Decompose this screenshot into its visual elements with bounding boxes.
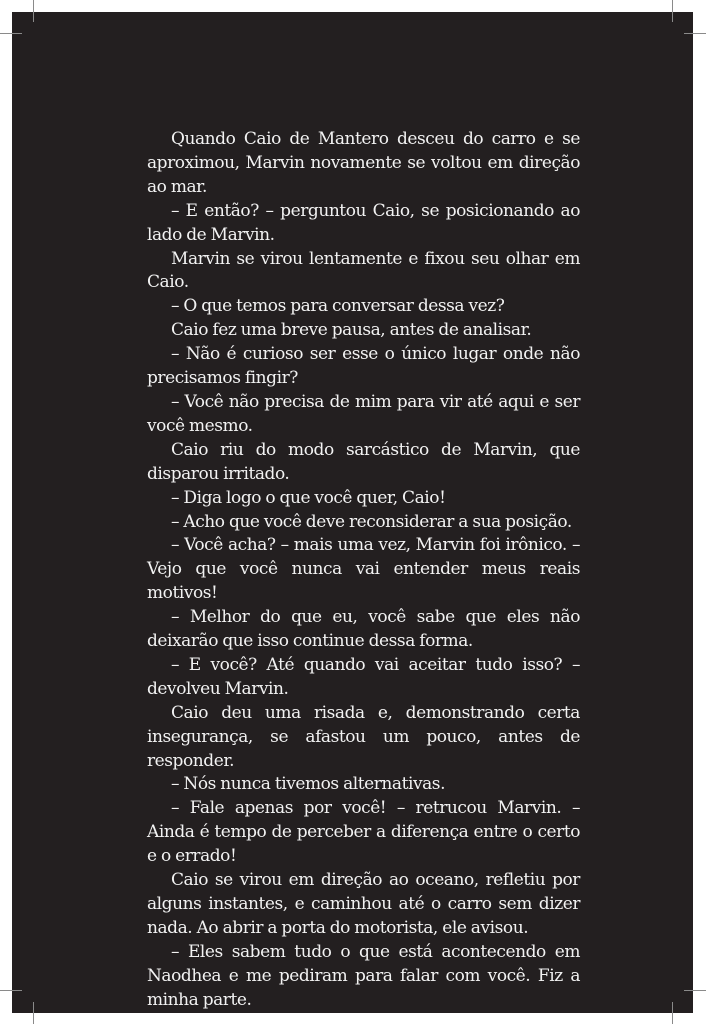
paragraph: – Acho que você deve reconsiderar a sua posição. — [171, 511, 572, 532]
crop-mark-right-top — [684, 33, 706, 34]
paragraph: – O que temos para conversar dessa vez? — [171, 296, 505, 317]
paragraph: Caio deu uma risada e, demonstrando certa insegurança, se afastou um pouco, antes de responder. — [147, 702, 580, 771]
crop-mark-left-bottom — [0, 990, 22, 991]
crop-mark-top-right — [672, 0, 673, 22]
paragraph: – E então? – perguntou Caio, se posicionando ao lado de Marvin. — [147, 200, 580, 245]
paragraph: – Eles sabem tudo o que está acontecendo em Naodhea e me pediram para falar com você. Fiz a minha parte. — [147, 941, 580, 1010]
crop-mark-top-left — [33, 0, 34, 22]
paragraph: – Diga logo o que você quer, Caio! — [171, 487, 446, 508]
paragraph: Marvin se virou lentamente e fixou seu olhar em Caio. — [147, 248, 580, 293]
paragraph: – Você não precisa de mim para vir até aqui e ser você mesmo. — [147, 391, 580, 436]
paragraph: – Melhor do que eu, você sabe que eles não deixarão que isso continue dessa forma. — [147, 607, 580, 652]
crop-mark-left-top — [0, 33, 22, 34]
crop-mark-bottom-left — [33, 1002, 34, 1024]
paragraph: Quando Caio de Mantero desceu do carro e se aproximou, Marvin novamente se voltou em direção ao mar. — [147, 129, 580, 197]
paragraph: – Não é curioso ser esse o único lugar onde não precisamos fingir? — [147, 344, 580, 389]
crop-mark-bottom-right — [672, 1002, 673, 1024]
paragraph: Caio se virou em direção ao oceano, refletiu por alguns instantes, e caminhou até o carro sem dizer nada. Ao abrir a porta do motorista, ele avisou. — [147, 870, 580, 938]
paragraph: – Nós nunca tivemos alternativas. — [171, 774, 446, 795]
paragraph: – Fale apenas por você! – retrucou Marvin. – Ainda é tempo de perceber a diferença entre o certo e o errado! — [147, 798, 580, 867]
paragraph: Caio fez uma breve pausa, antes de analisar. — [171, 320, 532, 341]
paragraph: – E você? Até quando vai aceitar tudo isso? – devolveu Marvin. — [147, 654, 580, 699]
crop-mark-right-bottom — [684, 990, 706, 991]
paragraph: – Você acha? – mais uma vez, Marvin foi irônico. – Vejo que você nunca vai entender meus reais motivos! — [147, 535, 580, 604]
body-text — [147, 128, 580, 1013]
paragraph: Caio riu do modo sarcástico de Marvin, que disparou irritado. — [147, 439, 580, 484]
